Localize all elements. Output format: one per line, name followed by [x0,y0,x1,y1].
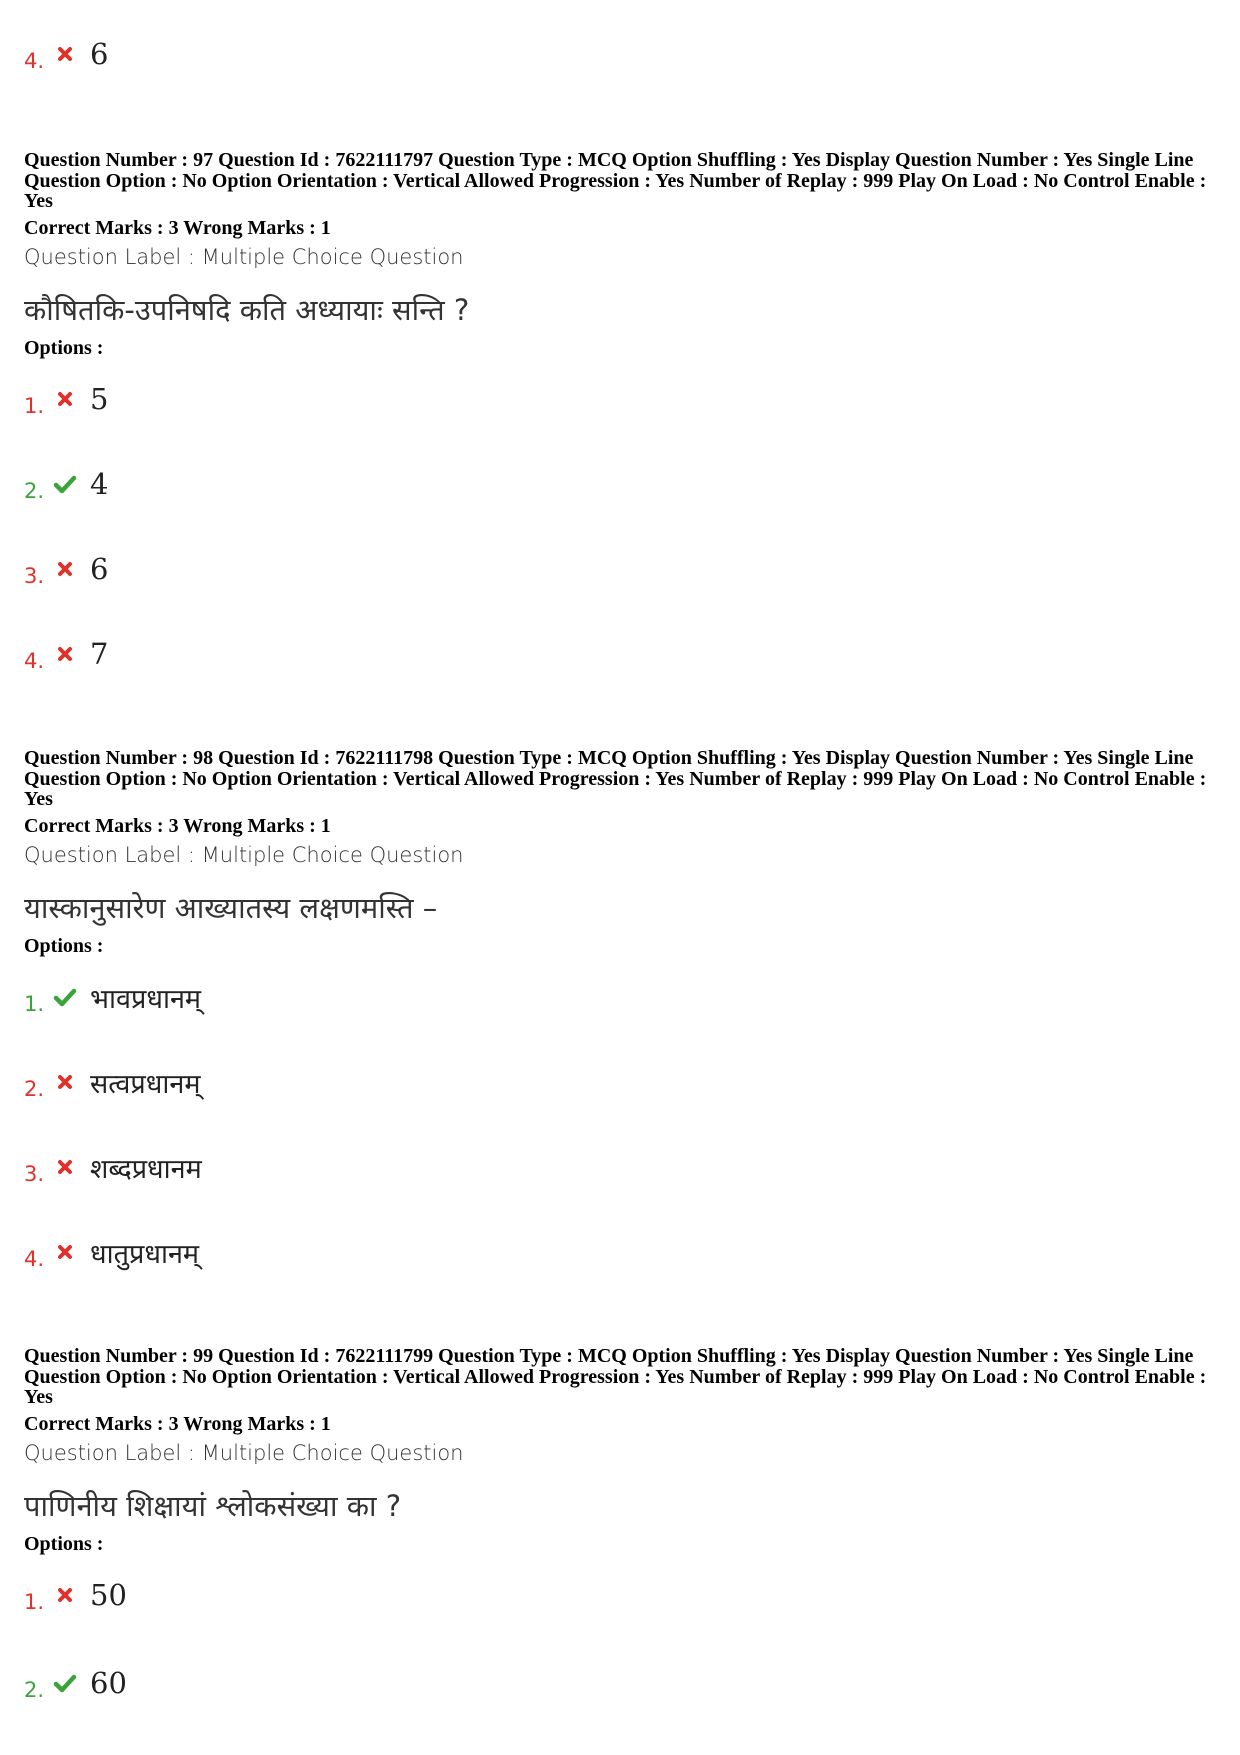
option-number: 2. [24,1077,45,1101]
option-text: 7 [90,637,109,671]
check-icon [52,1673,78,1693]
cross-icon [52,646,78,662]
option-text: 6 [90,37,109,71]
question-text: पाणिनीय शिक्षायां श्लोकसंख्या का ? [24,1489,402,1523]
question-metadata: Question Number : 98 Question Id : 7622111798 Question Type : MCQ Option Shuffling : Yes Display Question Number : Yes Single Line Question Option : No Option Orientation : Vertical Allowed Progression : Yes Number of Replay : 999 Play On Load : No Control Enable : Yes [24,747,1207,810]
option-row[interactable] [24,464,108,504]
marks-info: Correct Marks : 3 Wrong Marks : 1 [24,815,331,837]
question-text: कौषितकि-उपनिषदि कति अध्यायाः सन्ति ? [24,293,470,327]
cross-icon [52,1074,78,1090]
option-text: 50 [90,1578,127,1612]
question-label: Question Label : Multiple Choice Question [24,1441,464,1465]
question-text: यास्कानुसारेण आख्यातस्य लक्षणमस्ति – [24,891,438,925]
option-number: 2. [24,1678,45,1702]
option-number: 3. [24,564,45,588]
options-header: Options : [24,935,104,957]
question-metadata: Question Number : 99 Question Id : 7622111799 Question Type : MCQ Option Shuffling : Yes Display Question Number : Yes Single Line Question Option : No Option Orientation : Vertical Allowed Progression : Yes Number of Replay : 999 Play On Load : No Control Enable : Yes [24,1345,1207,1408]
option-text: 4 [90,467,109,501]
option-row[interactable] [24,634,108,674]
option-number: 1. [24,394,45,418]
option-text: 6 [90,552,109,586]
option-row[interactable] [24,1575,127,1615]
options-header: Options : [24,337,104,359]
cross-icon [52,1587,78,1603]
option-number: 4. [24,1247,45,1271]
option-row[interactable] [24,1147,202,1187]
option-text: 5 [90,382,109,416]
cross-icon [52,46,78,62]
option-number: 1. [24,992,45,1016]
option-number: 4. [24,649,45,673]
option-row[interactable] [24,549,108,589]
question-label: Question Label : Multiple Choice Question [24,245,464,269]
option-number: 4. [24,49,45,73]
check-icon [52,474,78,494]
option-row[interactable] [24,1062,201,1102]
option-text: शब्दप्रधानम [90,1153,202,1185]
option-text: 60 [90,1666,127,1700]
option-text: भावप्रधानम् [90,983,202,1015]
marks-info: Correct Marks : 3 Wrong Marks : 1 [24,217,331,239]
option-number: 1. [24,1590,45,1614]
marks-info: Correct Marks : 3 Wrong Marks : 1 [24,1413,331,1435]
question-metadata: Question Number : 97 Question Id : 7622111797 Question Type : MCQ Option Shuffling : Yes Display Question Number : Yes Single Line Question Option : No Option Orientation : Vertical Allowed Progression : Yes Number of Replay : 999 Play On Load : No Control Enable : Yes [24,149,1207,212]
option-row[interactable] [24,379,108,419]
option-text: धातुप्रधानम् [90,1238,200,1270]
cross-icon [52,1159,78,1175]
option-row[interactable] [24,1663,127,1703]
cross-icon [52,391,78,407]
option-row [24,34,108,74]
option-text: सत्वप्रधानम् [90,1068,201,1100]
cross-icon [52,1244,78,1260]
option-row[interactable] [24,1232,199,1272]
question-label: Question Label : Multiple Choice Question [24,843,464,867]
cross-icon [52,561,78,577]
option-number: 3. [24,1162,45,1186]
option-row[interactable] [24,977,201,1017]
options-header: Options : [24,1533,104,1555]
option-number: 2. [24,479,45,503]
check-icon [52,987,78,1007]
